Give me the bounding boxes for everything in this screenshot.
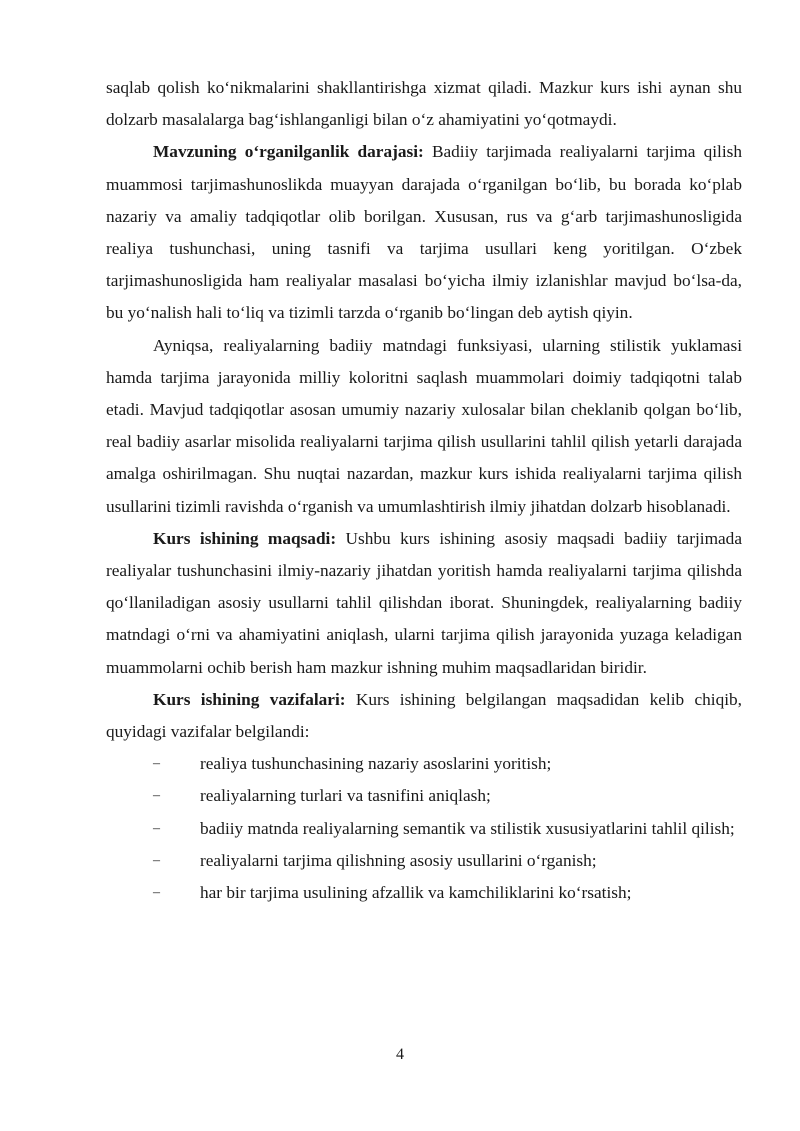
paragraph-study-level	[106, 136, 742, 329]
list-item-text: har bir tarjima usulining afzallik va kamchiliklarini ko‘rsatish;	[200, 883, 632, 903]
paragraph-continuation: saqlab qolish ko‘nikmalarini shakllantirishga xizmat qiladi. Mazkur kurs ishi aynan shu dolzarb masalalarga bag‘ishlanganligi bilan o‘z ahamiyatini yo‘qotmaydi.	[106, 78, 742, 130]
dash-bullet-icon: –	[153, 788, 160, 804]
paragraph-text: Kurs ishining belgilangan maqsadidan kelib chiqib, quyidagi vazifalar belgilandi:	[106, 689, 742, 742]
list-item-text: badiiy matnda realiyalarning semantik va stilistik xususiyatlarini tahlil qilish;	[200, 818, 735, 838]
list-item	[106, 877, 742, 909]
section-heading-tasks: Kurs ishining vazifalari:	[153, 689, 346, 709]
list-item-text: realiyalarning turlari va tasnifini aniqlash;	[200, 786, 491, 806]
dash-bullet-icon: –	[153, 820, 160, 836]
paragraph-tasks	[106, 684, 742, 748]
section-heading-goal: Kurs ishining maqsadi:	[153, 528, 337, 548]
dash-bullet-icon: –	[153, 852, 160, 868]
list-item	[106, 813, 742, 845]
paragraph-goal	[106, 523, 742, 684]
document-body	[106, 72, 742, 909]
list-item-text: realiya tushunchasining nazariy asoslarini yoritish;	[200, 754, 552, 774]
paragraph-text: Ushbu kurs ishining asosiy maqsadi badiiy tarjimada realiyalar tushunchasini ilmiy-nazariy jihatdan yoritish hamda realiyalarni tarjima qilishda qo‘llaniladigan asosiy usullarni tahlil qilishdan iborat. Shuningdek, realiyalarning badiiy matndagi o‘rni va ahamiyatini aniqlash, ularni tarjima qilish jarayonida yuzaga keladigan muammolarni ochib berish ham mazkur ishning muhim maqsadlaridan biridir.	[106, 528, 742, 677]
list-item	[106, 845, 742, 877]
paragraph-especially: Ayniqsa, realiyalarning badiiy matndagi funksiyasi, ularning stilistik yuklamasi hamda tarjima jarayonida milliy koloritni saqlash muammolari doimiy tadqiqotni talab etadi. Mavjud tadqiqotlar asosan umumiy nazariy xulosalar bilan cheklanib qolgan bo‘lib, real badiiy asarlar misolida realiyalarni tarjima qilish usullarini tahlil qilish yetarli darajada amalga oshirilmagan. Shu nuqtai nazardan, mazkur kurs ishida realiyalarni tarjima qilish usullarini tizimli ravishda o‘rganish va umumlashtirish ilmiy jihatdan dolzarb hisoblanadi.	[106, 335, 742, 516]
paragraph-text: Badiiy tarjimada realiyalarni tarjima qilish muammosi tarjimashunoslikda muayyan darajada o‘rganilgan bo‘lib, bu borada ko‘plab nazariy va amaliy tadqiqotlar olib borilgan. Xususan, rus va g‘arb tarjimashunosligida realiya tushunchasi, uning tasnifi va tarjima usullari keng yoritilgan. O‘zbek tarjimashunosligida ham realiyalar masalasi bo‘yicha ilmiy izlanishlar mavjud bo‘lsa-da, bu yo‘nalish hali to‘liq va tizimli tarzda o‘rganib bo‘lingan deb aytish qiyin.	[106, 142, 742, 323]
list-item	[106, 748, 742, 780]
page-number: 4	[396, 1046, 404, 1063]
dash-bullet-icon: –	[153, 756, 160, 772]
list-item	[106, 780, 742, 812]
section-heading-study-level: Mavzuning o‘rganilganlik darajasi:	[153, 142, 424, 162]
dash-bullet-icon: –	[153, 885, 160, 901]
list-item-text: realiyalarni tarjima qilishning asosiy usullarini o‘rganish;	[200, 850, 597, 870]
